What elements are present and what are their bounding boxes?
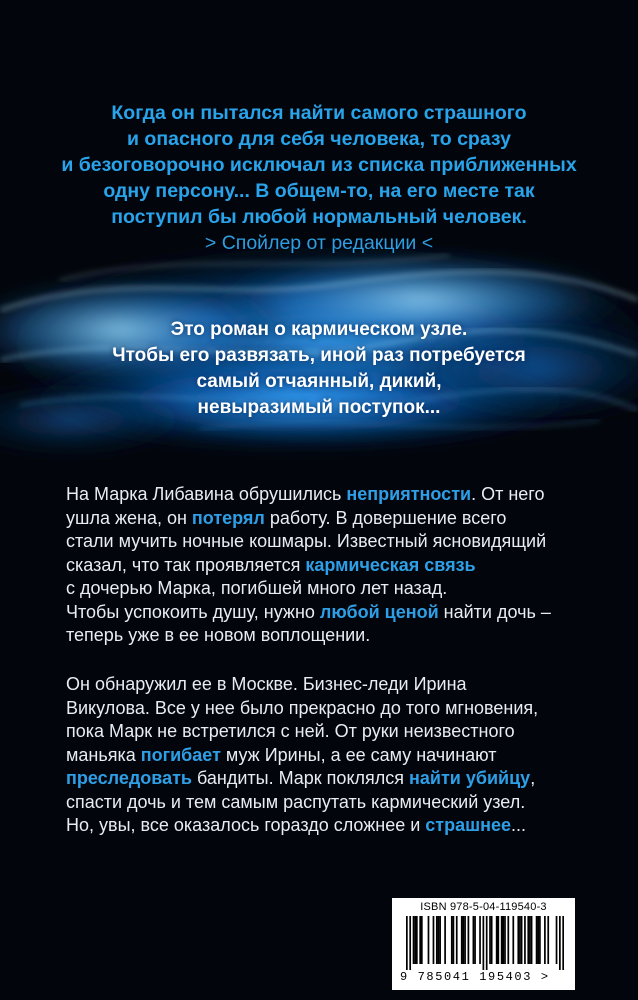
text-segment: пока Марк не встретился с ней. От руки неизвестного: [66, 721, 515, 741]
text-line: [66, 720, 626, 744]
barcode-bar: [436, 916, 438, 964]
text-line: [66, 577, 626, 601]
barcode-bar: [463, 916, 465, 964]
barcode-bar: [504, 916, 506, 964]
barcode-digits: 9 785041 195403 >: [400, 970, 550, 984]
text-segment: муж Ирины, а ее саму начинают: [220, 744, 497, 765]
barcode-bar: [531, 916, 533, 964]
text-line: [66, 814, 626, 838]
barcode-bar: [409, 916, 411, 970]
barcode-bar: [556, 916, 558, 964]
text-line: [66, 673, 626, 697]
text-segment: ,: [530, 768, 536, 788]
quote-line: и безоговорочно исключал из списка приближенных: [61, 154, 577, 176]
spoiler-quote: [0, 100, 638, 256]
barcode-bar: [547, 916, 549, 964]
barcode-bar: [512, 916, 514, 964]
barcode-bar: [486, 916, 488, 970]
barcode-bar: [539, 916, 541, 964]
barcode-bar: [406, 916, 408, 970]
quote-text: [0, 100, 638, 230]
highlighted-word: потерял: [191, 507, 265, 528]
barcode-bar: [428, 916, 430, 964]
text-segment: теперь уже в ее новом воплощении.: [66, 625, 371, 645]
text-segment: маньяка: [66, 744, 141, 765]
barcode-bar: [444, 916, 446, 964]
barcode-bar: [502, 916, 504, 964]
text-segment: . От него: [471, 484, 545, 504]
barcode-bar: [479, 916, 481, 964]
tagline-line: Это роман о кармическом узле.: [170, 319, 468, 340]
barcode-bar: [562, 916, 564, 970]
text-line: [66, 530, 626, 554]
quote-line: поступил бы любой нормальный человек.: [111, 206, 527, 228]
text-line: [66, 554, 626, 578]
barcode-bar: [519, 916, 521, 964]
text-line: [66, 767, 626, 791]
synopsis-paragraph-1: [66, 483, 626, 648]
highlighted-word: найти убийцу: [409, 768, 531, 788]
quote-line: одну персону... В общем-то, на его месте так: [103, 180, 535, 202]
barcode-bar: [544, 916, 546, 964]
barcode-bar: [527, 916, 529, 964]
highlighted-word: страшнее: [425, 815, 512, 835]
barcode-bar: [473, 916, 475, 964]
text-line: [66, 697, 626, 721]
tagline-text: [0, 317, 638, 421]
text-segment: На Марка Либавина обрушились: [66, 484, 347, 504]
spoiler-caption: > Спойлер от редакции <: [204, 232, 434, 254]
text-line: [66, 483, 626, 507]
barcode-bar: [439, 916, 441, 964]
barcode-bar: [524, 916, 526, 964]
tagline: [0, 317, 638, 421]
isbn-barcode: [392, 898, 575, 990]
barcode-bar: [501, 916, 503, 964]
text-segment: с дочерью Марка, погибшей много лет назад.: [66, 578, 448, 598]
tagline-line: самый отчаянный, дикий,: [196, 371, 442, 392]
barcode-bar: [474, 916, 476, 964]
barcode-bar: [491, 916, 493, 964]
barcode-bar: [419, 916, 421, 964]
text-segment: ушла жена, он: [66, 507, 192, 528]
tagline-line: невыразимый поступок...: [197, 397, 441, 418]
barcode-bar: [521, 916, 523, 964]
text-line: [66, 744, 626, 768]
quote-line: Когда он пытался найти самого страшного: [111, 102, 527, 124]
barcode-bar: [537, 916, 539, 964]
barcode-bar: [413, 916, 415, 964]
quote-line: и опасного для себя человека, то сразу: [127, 128, 511, 150]
barcode-bar: [517, 916, 519, 964]
text-segment: ...: [511, 815, 527, 835]
barcode-bar: [529, 916, 531, 964]
barcode-bar: [483, 916, 485, 970]
text-segment: Он обнаружил ее в Москве. Бизнес-леди Ирина: [66, 674, 467, 694]
highlighted-word: неприятности: [346, 484, 472, 504]
text-segment: стали мучить ночные кошмары. Известный ясновидящий: [66, 531, 547, 551]
highlighted-word: любой ценой: [319, 601, 439, 622]
text-segment: работу. В довершение всего: [264, 507, 507, 528]
text-line: [66, 601, 626, 625]
barcode-bar: [453, 916, 455, 964]
isbn-number: ISBN 978-5-04-119540-3: [420, 901, 547, 913]
synopsis-paragraph-2: [66, 673, 626, 838]
text-segment: найти дочь –: [438, 601, 551, 622]
barcode-bar: [507, 916, 509, 964]
highlighted-word: погибает: [140, 744, 221, 765]
barcode-bar: [451, 916, 453, 964]
tagline-line: Чтобы его развязать, иной раз потребуется: [112, 345, 526, 366]
barcode-bar: [489, 916, 491, 964]
barcode-bar: [433, 916, 435, 964]
text-segment: Чтобы успокоить душу, нужно: [66, 601, 320, 622]
barcode-bar: [468, 916, 470, 964]
barcode-bar: [438, 916, 440, 964]
barcode-bar: [421, 916, 423, 964]
barcode-bar: [464, 916, 466, 964]
text-segment: бандиты. Марк поклялся: [192, 768, 410, 788]
highlighted-word: кармическая связь: [305, 554, 476, 575]
barcode-bar: [496, 916, 498, 964]
text-line: [66, 507, 626, 531]
text-segment: Но, увы, все оказалось гораздо сложнее и: [66, 815, 426, 835]
text-segment: спасти дочь и тем самым распутать кармический узел.: [66, 791, 526, 812]
text-segment: сказал, что так проявляется: [66, 554, 306, 575]
barcode-bar: [536, 916, 538, 964]
text-line: [66, 791, 626, 815]
barcode-bar: [461, 916, 463, 964]
text-segment: Викулова. Все у нее было прекрасно до того мгновения,: [66, 697, 539, 718]
barcode-bar: [416, 916, 418, 964]
barcode-bar: [559, 916, 561, 970]
barcode-bar: [414, 916, 416, 964]
barcode-bar: [456, 916, 458, 964]
text-line: [66, 624, 626, 648]
highlighted-word: преследовать: [66, 768, 192, 788]
barcode-bar: [497, 916, 499, 964]
barcode-bars: [406, 916, 564, 970]
